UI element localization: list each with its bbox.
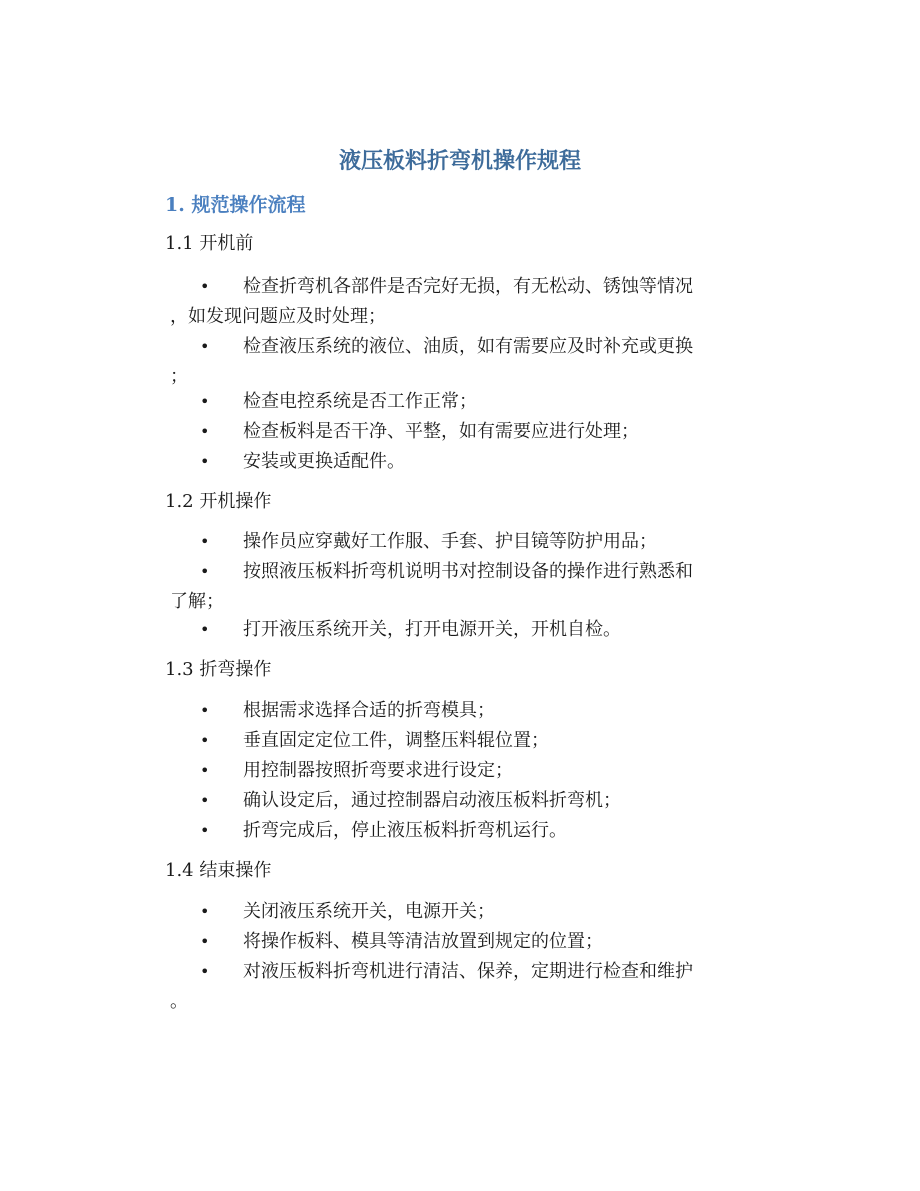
list-item [170, 332, 772, 392]
list-item [170, 897, 772, 927]
bullet-icon: • [200, 902, 210, 921]
bullet-icon: • [200, 562, 210, 581]
subsection-heading-1-4: 1.4 结束操作 [165, 860, 272, 881]
list-item-text: 用控制器按照折弯要求进行设定； [243, 760, 513, 781]
list-item [170, 927, 772, 957]
document-title: 液压板料折弯机操作规程 [338, 148, 581, 174]
bullet-icon: • [200, 392, 210, 411]
list-item-continuation: 了解； [170, 591, 224, 612]
bullet-icon: • [200, 532, 210, 551]
list-item-text: 对液压板料折弯机进行清洁、保养，定期进行检查和维护 [243, 961, 693, 982]
list-item-continuation: ； [170, 366, 188, 387]
list-item-text: 检查液压系统的液位、油质，如有需要应及时补充或更换 [243, 336, 693, 357]
bullet-icon: • [200, 761, 210, 780]
list-item-continuation: ，如发现问题应及时处理； [170, 306, 386, 327]
bullet-icon: • [200, 452, 210, 471]
list-item-text: 关闭液压系统开关，电源开关； [243, 901, 495, 922]
list-item [170, 816, 772, 846]
list-item [170, 272, 772, 332]
list-item-text: 按照液压板料折弯机说明书对控制设备的操作进行熟悉和 [243, 561, 693, 582]
list-item [170, 615, 772, 645]
list-item-continuation: 。 [170, 991, 188, 1012]
bullet-icon: • [200, 821, 210, 840]
list-item-text: 检查电控系统是否工作正常； [243, 391, 477, 412]
bullet-icon: • [200, 620, 210, 639]
subsection-heading-1-2: 1.2 开机操作 [165, 491, 272, 512]
list-item [170, 756, 772, 786]
bullet-icon: • [200, 962, 210, 981]
bullet-icon: • [200, 337, 210, 356]
list-item [170, 957, 772, 1017]
list-item [170, 696, 772, 726]
bullet-icon: • [200, 791, 210, 810]
subsection-heading-1-3: 1.3 折弯操作 [165, 659, 272, 680]
list-item [170, 557, 772, 617]
list-item-text: 安装或更换适配件。 [243, 451, 405, 472]
subsection-heading-1-1: 1.1 开机前 [165, 233, 254, 254]
list-item [170, 447, 772, 477]
list-item [170, 726, 772, 756]
list-item-text: 折弯完成后，停止液压板料折弯机运行。 [243, 820, 567, 841]
list-item [170, 786, 772, 816]
list-item-text: 根据需求选择合适的折弯模具； [243, 700, 495, 721]
list-item [170, 417, 772, 447]
bullet-icon: • [200, 277, 210, 296]
list-item-text: 检查折弯机各部件是否完好无损，有无松动、锈蚀等情况 [243, 276, 693, 297]
list-item-text: 打开液压系统开关，打开电源开关，开机自检。 [243, 619, 621, 640]
list-item-text: 确认设定后，通过控制器启动液压板料折弯机； [243, 790, 621, 811]
bullet-icon: • [200, 422, 210, 441]
list-item-text: 检查板料是否干净、平整，如有需要应进行处理； [243, 421, 639, 442]
bullet-icon: • [200, 932, 210, 951]
list-item [170, 527, 772, 557]
list-item-text: 将操作板料、模具等清洁放置到规定的位置； [243, 931, 603, 952]
section-heading: 1. 规范操作流程 [165, 194, 306, 216]
bullet-icon: • [200, 731, 210, 750]
list-item [170, 387, 772, 417]
bullet-icon: • [200, 701, 210, 720]
list-item-text: 操作员应穿戴好工作服、手套、护目镜等防护用品； [243, 531, 657, 552]
list-item-text: 垂直固定定位工件，调整压料辊位置； [243, 730, 549, 751]
